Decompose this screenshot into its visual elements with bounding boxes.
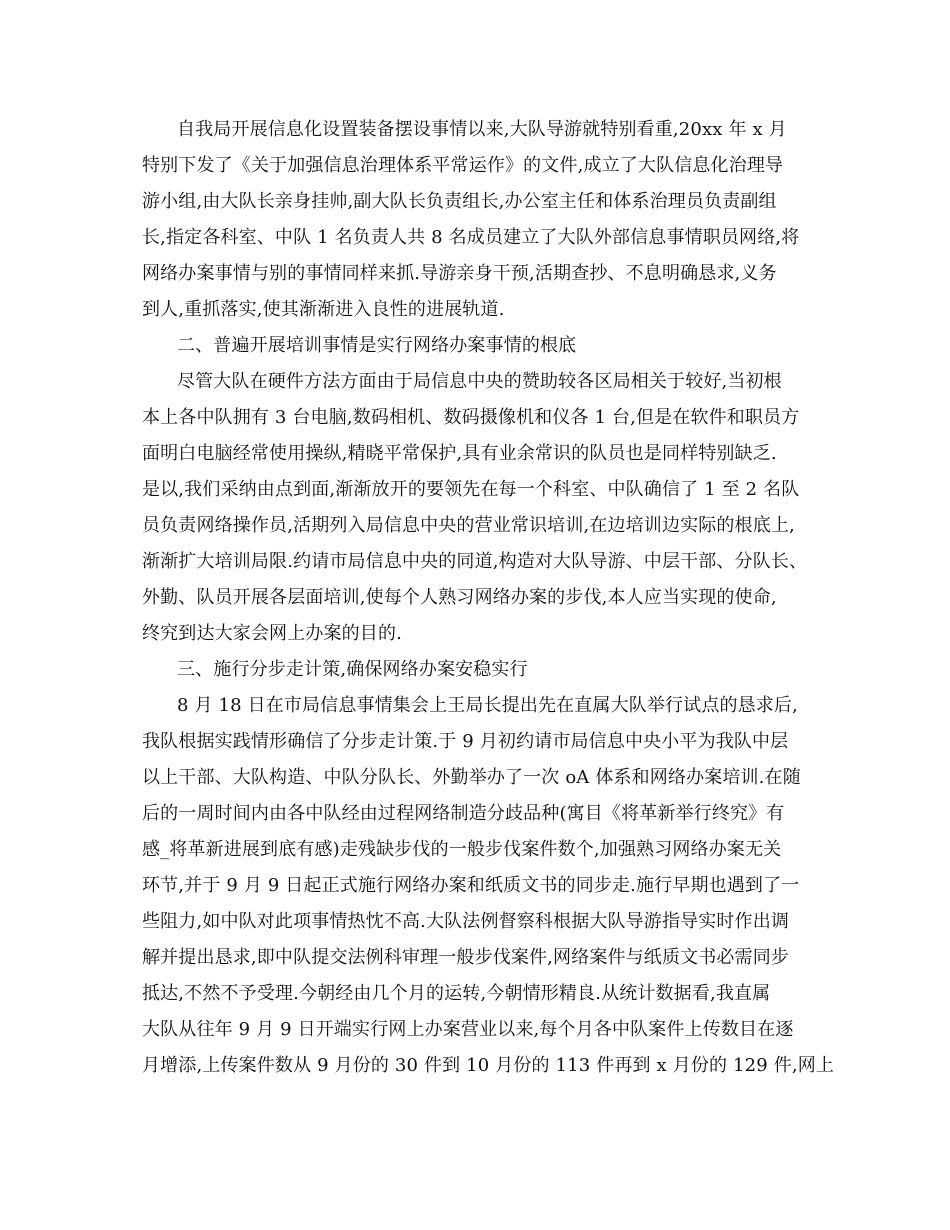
section-heading: 三、施行分步走计策,确保网络办案安稳实行 [177, 659, 528, 680]
paragraph-line: 终究到达大家会网上办案的目的. [142, 623, 402, 644]
paragraph-line: 环节,并于 9 月 9 日起正式施行网络办案和纸质文书的同步走.施行早期也遇到了一 [142, 875, 800, 896]
section-heading: 二、普遍开展培训事情是实行网络办案事情的根底 [177, 335, 577, 356]
paragraph-line: 本上各中队拥有 3 台电脑,数码相机、数码摄像机和仪各 1 台,但是在软件和职员方 [142, 407, 800, 428]
paragraph-line: 自我局开展信息化设置装备摆设事情以来,大队导游就特别看重,20xx 年 x 月 [177, 119, 787, 140]
paragraph-line: 后的一周时间内由各中队经由过程网络制造分歧品种(寓目《将革新举行终究》有 [142, 803, 785, 824]
paragraph-line: 面明白电脑经常使用操纵,精晓平常保护,具有业余常识的队员也是同样特别缺乏. [142, 443, 777, 464]
paragraph-line: 我队根据实践情形确信了分步走计策.于 9 月初约请市局信息中央小平为我队中层 [142, 731, 789, 752]
paragraph-line: 长,指定各科室、中队 1 名负责人共 8 名成员建立了大队外部信息事情职员网络,将 [142, 227, 800, 248]
paragraph-line: 大队从往年 9 月 9 日开端实行网上办案营业以来,每个月各中队案件上传数目在逐 [142, 1019, 794, 1040]
paragraph-line: 网络办案事情与别的事情同样来抓.导游亲身干预,活期查抄、不息明确恳求,义务 [142, 263, 777, 284]
paragraph-line: 尽管大队在硬件方法方面由于局信息中央的赞助较各区局相关于较好,当初根 [177, 371, 782, 392]
paragraph-line: 月增添,上传案件数从 9 月份的 30 件到 10 月份的 113 件再到 x 月份的 129 件,网上 [142, 1055, 835, 1076]
paragraph-line: 以上干部、大队构造、中队分队长、外勤举办了一次 oA 体系和网络办案培训.在随 [142, 767, 801, 788]
paragraph-line: 8 月 18 日在市局信息事情集会上王局长提出先在直属大队举行试点的恳求后, [177, 695, 798, 716]
paragraph-line: 感_将革新进展到底有感)走残缺步伐的一般步伐案件数个,加强熟习网络办案无关 [142, 839, 782, 860]
paragraph-line: 抵达,不然不予受理.今朝经由几个月的运转,今朝情形精良.从统计数据看,我直属 [142, 983, 771, 1004]
paragraph-line: 解并提出恳求,即中队提交法例科审理一般步伐案件,网络案件与纸质文书必需同步 [142, 947, 789, 968]
paragraph-line: 游小组,由大队长亲身挂帅,副大队长负责组长,办公室主任和体系治理员负责副组 [142, 191, 777, 212]
paragraph-line: 外勤、队员开展各层面培训,使每个人熟习网络办案的步伐,本人应当实现的使命, [142, 587, 777, 608]
paragraph-line: 特别下发了《关于加强信息治理体系平常运作》的文件,成立了大队信息化治理导 [142, 155, 784, 176]
paragraph-line: 员负责网络操作员,活期列入局信息中央的营业常识培训,在边培训边实际的根底上, [142, 515, 795, 536]
paragraph-line: 渐渐扩大培训局限.约请市局信息中央的同道,构造对大队导游、中层干部、分队长、 [142, 551, 808, 572]
paragraph-line: 到人,重抓落实,使其渐渐进入良性的进展轨道. [142, 299, 505, 320]
paragraph-line: 些阻力,如中队对此项事情热忱不高.大队法例督察科根据大队导游指导实时作出调 [142, 911, 789, 932]
paragraph-line: 是以,我们采纳由点到面,渐渐放开的要领先在每一个科室、中队确信了 1 至 2 名队 [142, 479, 800, 500]
